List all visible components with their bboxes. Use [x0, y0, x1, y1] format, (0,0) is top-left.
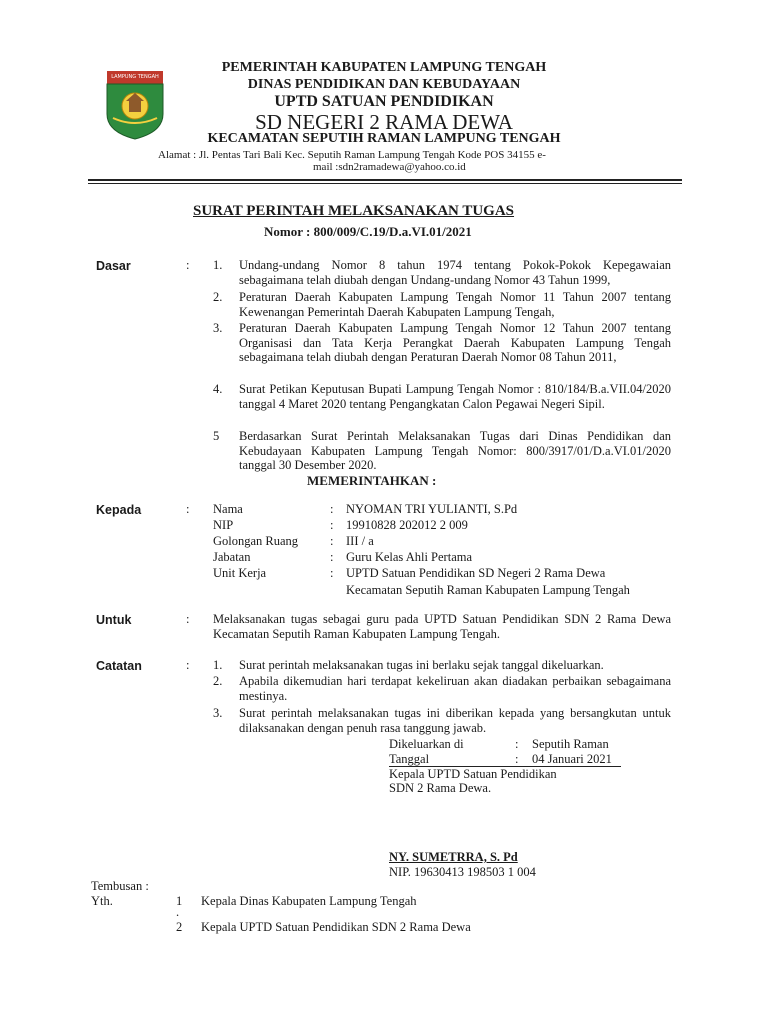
kepada-field-value: NYOMAN TRI YULIANTI, S.Pd: [346, 502, 518, 516]
kepada-label: Kepada: [96, 503, 142, 517]
letterhead-email: mail :sdn2ramadewa@yahoo.co.id: [313, 161, 466, 173]
untuk-colon: :: [186, 612, 190, 626]
issued-date-value: 04 Januari 2021: [532, 752, 612, 766]
letterhead-government: PEMERINTAH KABUPATEN LAMPUNG TENGAH: [221, 60, 547, 75]
dasar-item-text: Undang-undang Nomor 8 tahun 1974 tentang Pokok-Pokok Kepegawaian sebagaimana telah diubah dengan Undang-undang Nomor 43 Tahun 1999,: [239, 258, 671, 287]
kepada-field-label: Nama: [213, 502, 243, 516]
untuk-label: Untuk: [96, 613, 132, 627]
issued-office-line2: SDN 2 Rama Dewa.: [389, 781, 492, 795]
tembusan-label: Tembusan :: [91, 879, 149, 893]
catatan-item-text: Apabila dikemudian hari terdapat kekeliruan akan diadakan perbaikan sebagaimana mestinya.: [239, 674, 671, 703]
letter-title: SURAT PERINTAH MELAKSANAKAN TUGAS: [193, 203, 515, 219]
letterhead-unit: UPTD SATUAN PENDIDIKAN: [274, 93, 494, 110]
tembusan-dot: .: [176, 905, 180, 919]
issued-place-colon: :: [515, 737, 519, 751]
letterhead-address: Alamat : Jl. Pentas Tari Bali Kec. Seputih Raman Lampung Tengah Kode POS 34155 e-: [158, 149, 546, 161]
issued-place-label: Dikeluarkan di: [389, 737, 464, 751]
letter-number: Nomor : 800/009/C.19/D.a.VI.01/2021: [264, 224, 472, 239]
dasar-colon: :: [186, 258, 190, 272]
catatan-item-text: Surat perintah melaksanakan tugas ini berlaku sejak tanggal dikeluarkan.: [239, 658, 604, 672]
letterhead-rule-thick: [88, 179, 682, 181]
dasar-item-text: Peraturan Daerah Kabupaten Lampung Tengah Nomor 11 Tahun 2007 tentang Kewenangan Pemerintah Daerah Kabupaten Lampung Tengah,: [239, 290, 671, 319]
dasar-item-num: 2.: [213, 290, 223, 304]
signer-nip: NIP. 19630413 198503 1 004: [389, 865, 536, 879]
dasar-item-text: Surat Petikan Keputusan Bupati Lampung Tengah Nomor : 810/184/B.a.VII.04/2020 tanggal 4 Maret 2020 tentang Pengangkatan Calon Pegawai Negeri Sipil.: [239, 382, 671, 411]
kepada-field-colon: :: [330, 502, 334, 516]
tembusan-yth: Yth.: [91, 894, 113, 908]
tembusan-item-num: 2: [176, 920, 183, 934]
kepada-field-colon: :: [330, 534, 334, 548]
kepada-field-colon: :: [330, 518, 334, 532]
letterhead-department: DINAS PENDIDIKAN DAN KEBUDAYAAN: [247, 77, 521, 92]
kepada-field-label: Jabatan: [213, 550, 251, 564]
letterhead-school: SD NEGERI 2 RAMA DEWA: [255, 110, 513, 134]
emblem-ribbon-text: LAMPUNG TENGAH: [111, 74, 159, 80]
memerintahkan-heading: MEMERINTAHKAN :: [307, 473, 437, 488]
kepada-field-value: UPTD Satuan Pendidikan SD Negeri 2 Rama Dewa: [346, 566, 606, 580]
issued-date-label: Tanggal: [389, 752, 430, 766]
signer-name: NY. SUMETRRA, S. Pd: [389, 850, 518, 864]
dasar-item-num: 3.: [213, 321, 223, 335]
kepada-field-colon: :: [330, 566, 334, 580]
issued-place-value: Seputih Raman: [532, 737, 609, 751]
letterhead-rule-thin: [88, 183, 682, 184]
issued-date-colon: :: [515, 752, 519, 766]
dasar-item-num: 1.: [213, 258, 223, 272]
untuk-text: Melaksanakan tugas sebagai guru pada UPTD Satuan Pendidikan SDN 2 Rama Dewa Kecamatan Seputih Raman Kabupaten Lampung Tengah.: [213, 612, 671, 641]
catatan-item-num: 3.: [213, 706, 223, 720]
kepada-field-label: Unit Kerja: [213, 566, 267, 580]
letterhead-subdistrict: KECAMATAN SEPUTIH RAMAN LAMPUNG TENGAH: [207, 131, 561, 146]
issued-office-line1: Kepala UPTD Satuan Pendidikan: [389, 767, 557, 781]
catatan-label: Catatan: [96, 659, 142, 673]
dasar-label: Dasar: [96, 259, 131, 273]
tembusan-item-text: Kepala Dinas Kabupaten Lampung Tengah: [201, 894, 417, 908]
kepada-field-value: Guru Kelas Ahli Pertama: [346, 550, 473, 564]
kepada-field-value: 19910828 202012 2 009: [346, 518, 468, 532]
kepada-field-label: NIP: [213, 518, 234, 532]
tembusan-item-text: Kepala UPTD Satuan Pendidikan SDN 2 Rama Dewa: [201, 920, 471, 934]
dasar-item-text: Peraturan Daerah Kabupaten Lampung Tengah Nomor 12 Tahun 2007 tentang Organisasi dan Tata Kerja Perangkat Daerah Kabupaten Lampung Tengah sebagaimana telah diubah dengan Peraturan Daerah Nomor 08 Tahun 2011,: [239, 321, 671, 364]
dasar-item-num: 4.: [213, 382, 223, 396]
kepada-colon: :: [186, 502, 190, 516]
dasar-item-text: Berdasarkan Surat Perintah Melaksanakan Tugas dari Dinas Pendidikan dan Kebudayaan Kabupaten Lampung Tengah Nomor: 800/3917/01/D.a.VI.01/2020 tanggal 30 Desember 2020.: [239, 429, 671, 472]
catatan-item-text: Surat perintah melaksanakan tugas ini diberikan kepada yang bersangkutan untuk dilaksanakan dengan penuh rasa tanggung jawab.: [239, 706, 671, 735]
kepada-unit-line2: Kecamatan Seputih Raman Kabupaten Lampung Tengah: [346, 583, 630, 597]
kepada-field-value: III / a: [346, 534, 374, 548]
kepada-field-colon: :: [330, 550, 334, 564]
dasar-item-num: 5: [213, 429, 220, 443]
catatan-item-num: 2.: [213, 674, 223, 688]
catatan-colon: :: [186, 658, 190, 672]
kepada-field-label: Golongan Ruang: [213, 534, 299, 548]
catatan-item-num: 1.: [213, 658, 223, 672]
tembusan-item-num: 1: [176, 894, 183, 908]
